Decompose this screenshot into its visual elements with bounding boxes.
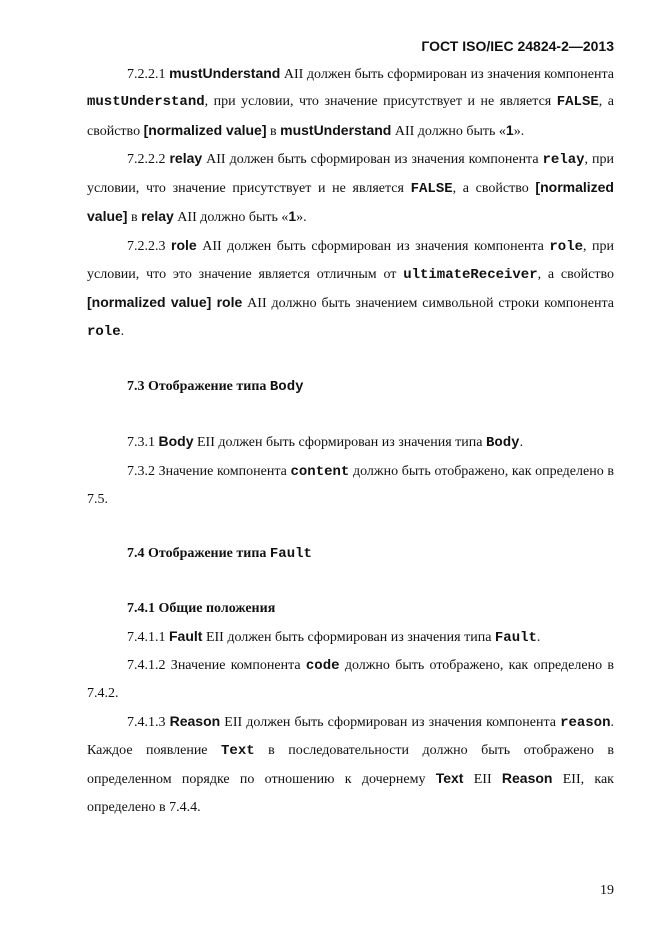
spacer (87, 346, 614, 373)
text: , при условии, что это значение является отличным от (87, 238, 614, 283)
code: Body (485, 435, 520, 452)
text: ». (513, 123, 525, 139)
property: [normalized value] role (87, 294, 243, 311)
term: mustUnderstand (280, 121, 392, 138)
text: . Каждое появление (87, 714, 614, 758)
text: , при условии, что значение присутствует и не является (204, 94, 557, 110)
text: АII должно быть значением символьной строки компонента (242, 296, 614, 312)
section-heading-7-4-1: 7.4.1 Общие положения (127, 601, 276, 617)
text: ». (296, 210, 307, 226)
text: , а свойство (537, 267, 614, 283)
section-heading-7-3 (87, 373, 614, 401)
clause-number: 7.2.2.2 (127, 151, 166, 167)
page-content (87, 60, 614, 821)
heading-text: 7.4 Отображение типа (127, 546, 270, 562)
property: [normalized value] (87, 179, 614, 225)
clause-number: 7.4.1.1 (127, 629, 166, 645)
term: Reason (501, 770, 553, 787)
property: [normalized value] (143, 121, 267, 138)
term: mustUnderstand (169, 65, 281, 81)
term: Fault (169, 627, 203, 644)
term: Text (435, 770, 464, 787)
paragraph-7-4-1-1 (87, 623, 614, 652)
text: ЕII (463, 772, 502, 788)
text: Значение компонента (155, 463, 291, 479)
code: FALSE (410, 181, 453, 198)
code: content (290, 463, 350, 480)
text: Значение компонента (165, 658, 306, 674)
text: АII должно быть « (391, 123, 506, 139)
paragraph-7-4-1-3 (87, 708, 614, 821)
code: role (549, 238, 583, 255)
paragraph-7-2-2-3 (87, 232, 614, 346)
clause-number: 7.4.1.2 (127, 658, 166, 674)
paragraph-7-4-1-2 (87, 652, 614, 708)
text: АII должен быть сформирован из значения компонента (202, 151, 543, 167)
spacer (87, 513, 614, 540)
code: reason (560, 714, 611, 731)
paragraph-7-3-1 (87, 428, 614, 457)
page-number: 19 (600, 883, 614, 898)
text: АII должен быть сформирован из значения компонента (196, 238, 550, 254)
paragraph-7-2-2-2 (87, 145, 614, 232)
value: 1 (505, 121, 514, 138)
code: role (87, 323, 121, 340)
code: Text (221, 742, 255, 759)
heading-text: 7.3 Отображение типа (127, 378, 270, 394)
code: Body (269, 378, 304, 395)
code: relay (542, 151, 585, 168)
value: 1 (288, 208, 297, 225)
text: . (536, 629, 541, 645)
text: ЕII должен быть сформирован из значения типа (193, 435, 486, 451)
text: должно быть отображено, как определено в 7.4.2. (87, 658, 614, 702)
term: relay (169, 149, 203, 166)
term: relay (141, 208, 174, 225)
clause-number: 7.2.2.1 (127, 67, 166, 82)
text: в (127, 210, 142, 226)
text: , а свойство (87, 94, 614, 139)
code: Fault (269, 546, 312, 563)
term: Body (158, 433, 194, 450)
text: должно быть отображено, как определено в 7.5. (87, 463, 614, 507)
spacer (87, 401, 614, 428)
code: FALSE (556, 94, 599, 111)
code: mustUnderstand (87, 94, 205, 111)
clause-number: 7.4.1.3 (127, 714, 166, 730)
text: . (120, 323, 125, 339)
clause-number: 7.2.2.3 (127, 238, 166, 254)
document-header: ГОСТ ISO/IEC 24824-2—2013 (421, 38, 614, 54)
text: в (266, 123, 281, 139)
clause-number: 7.3.2 (127, 463, 155, 479)
text: ЕII должен быть сформирован из значения типа (202, 629, 495, 645)
term: role (171, 236, 197, 253)
paragraph-7-2-2-1 (87, 60, 614, 145)
clause-number: 7.3.1 (127, 435, 155, 451)
code: ultimateReceiver (403, 267, 538, 284)
term: Reason (169, 712, 221, 729)
section-heading-7-4 (87, 540, 614, 568)
paragraph-7-3-2 (87, 458, 614, 514)
text: ЕII, как определено в 7.4.4. (87, 772, 614, 815)
text: , а свойство (452, 181, 536, 197)
text: в последовательности должно быть отображено в определенном порядке по отношению к дочернему (87, 742, 614, 788)
text: ЕII должен быть сформирован из значения компонента (220, 714, 561, 730)
text: , при условии, что значение присутствует и не является (87, 151, 615, 197)
code: code (305, 658, 340, 675)
text: АII должен быть сформирован из значения компонента (280, 67, 614, 82)
text: . (519, 435, 524, 451)
spacer (87, 568, 614, 595)
code: Fault (494, 629, 537, 646)
text: АII должно быть « (173, 210, 289, 226)
